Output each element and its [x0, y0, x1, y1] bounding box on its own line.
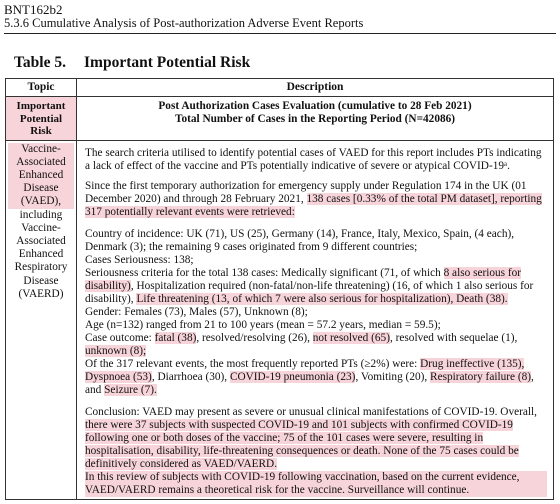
table-header-row [6, 79, 554, 97]
criteria-line: Seriousness criteria for the total 138 cases: Medically significant (71, of which 8 also serious for disability), Hospitalization required (non-fatal/non-life threatening) (16, of which 1 also serious for disability), Life threatening (13, of which 7 were also serious for hospitalization), Death (38). [85, 266, 534, 305]
seriousness-line: Cases Seriousness: 138; [85, 253, 194, 266]
search-criteria-paragraph: The search criteria utilised to identify potential cases of VAED for this report includes PTs indicating a lack of effect of the vaccine and PTs potentially indicative of severe or atypical COVID-19ᵃ. [85, 146, 542, 172]
topic-cell: Vaccine- Associated Enhanced Disease (VAED), including Vaccine- Associated Enhanced Respiratory Disease (VAERD) [6, 140, 77, 499]
header-rule [4, 33, 556, 34]
important-potential-risk-cell: Important Potential Risk [6, 97, 77, 141]
age-line: Age (n=132) ranged from 21 to 100 years (mean = 57.2 years, median = 59.5); [85, 318, 441, 331]
conclusion-paragraph: Conclusion: VAED may present as severe or unusual clinical manifestations of COVID-19. Overall, there were 37 subjects with suspected COVID-19 and 101 subjects with confirmed COVID-19 following one or both doses of the vaccine; 75 of the 101 cases were severe, resulting in hospitalisation, disability, life-threatening consequences or death. None of the 75 cases could be definitively considered as VAED/VAERD. [85, 405, 537, 470]
eval-header-row [6, 97, 554, 141]
authorization-paragraph: Since the first temporary authorization for emergency supply under Regulation 174 in the UK (01 December 2020) and through 28 February 2021, 138 cases [0.33% of the total PM dataset], reporting 317 potentially relevant events were retrieved: [85, 179, 542, 218]
risk-table [5, 78, 554, 500]
table-title: Important Potential Risk [84, 54, 251, 71]
table-caption [14, 54, 250, 72]
table-number: Table 5. [14, 54, 66, 71]
gender-line: Gender: Females (73), Males (57), Unknown (8); [85, 305, 308, 318]
evaluation-title-cell [77, 97, 554, 141]
topic-column-header: Topic [6, 79, 77, 97]
content-row [6, 140, 554, 499]
country-line: Country of incidence: UK (71), US (25), Germany (14), France, Italy, Mexico, Spain, (4 each), Denmark (3); the remaining 9 cases originated from 9 different countries; [85, 227, 515, 253]
description-column-header: Description [77, 79, 554, 97]
section-heading: 5.3.6 Cumulative Analysis of Post-authorization Adverse Event Reports [4, 16, 364, 30]
document-id: BNT162b2 [4, 2, 63, 17]
pts-line: Of the 317 relevant events, the most frequently reported PTs (≥2%) were: Drug ineffective (135), Dyspnoea (53), Diarrhoea (30), COVID-19 pneumonia (23), Vomiting (20), Respiratory failure (8), and Seizure (7). [85, 357, 534, 396]
evaluation-title-line-2: Total Number of Cases in the Reporting Period (N=42086) [174, 113, 456, 125]
final-statement: In this review of subjects with COVID-19 following vaccination, based on the current evidence, VAED/VAERD remains a theoretical risk for the vaccine. Surveillance will continue. [85, 471, 547, 497]
description-cell [77, 140, 554, 499]
outcome-line: Case outcome: fatal (38), resolved/resolving (26), not resolved (65), resolved with sequelae (1), unknown (8); [85, 331, 518, 357]
evaluation-title-line-1: Post Authorization Cases Evaluation (cumulative to 28 Feb 2021) [158, 100, 472, 112]
